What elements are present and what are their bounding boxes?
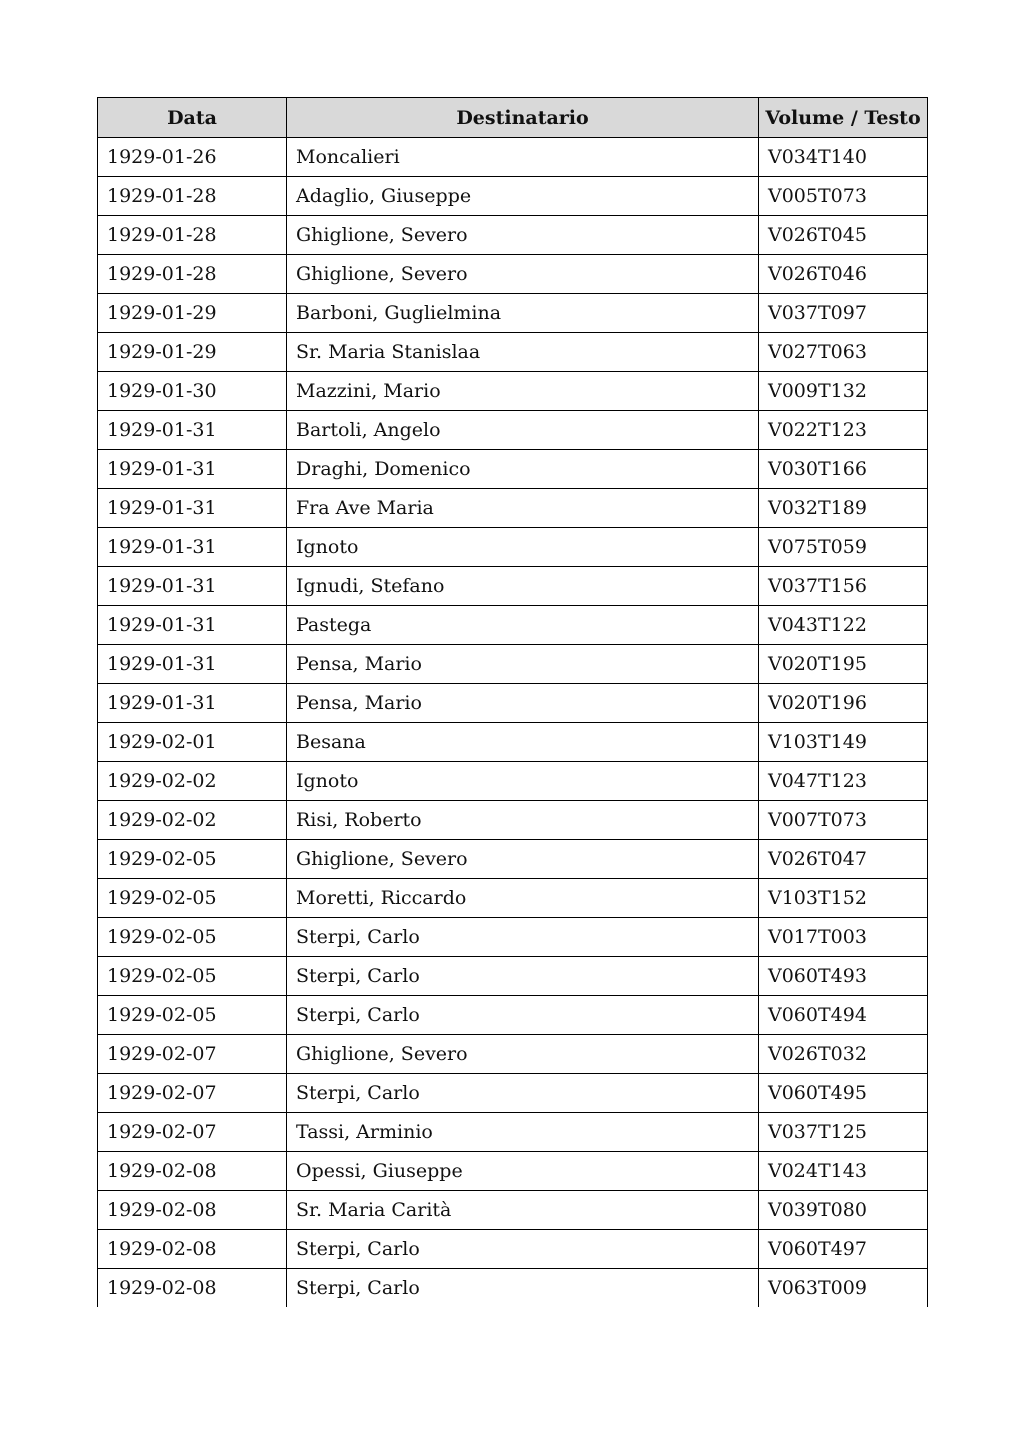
table-row — [98, 645, 928, 684]
header-row — [98, 98, 928, 138]
cell-date: 1929-01-28 — [98, 216, 287, 255]
table-row — [98, 1113, 928, 1152]
cell-recipient: Barboni, Guglielmina — [287, 294, 759, 333]
cell-volume-text: V026T045 — [759, 216, 928, 255]
cell-date: 1929-02-05 — [98, 996, 287, 1035]
cell-volume-text: V103T152 — [759, 879, 928, 918]
cell-volume-text: V063T009 — [759, 1269, 928, 1308]
cell-recipient: Ignudi, Stefano — [287, 567, 759, 606]
cell-recipient: Fra Ave Maria — [287, 489, 759, 528]
header-data: Data — [98, 98, 287, 138]
cell-volume-text: V039T080 — [759, 1191, 928, 1230]
cell-volume-text: V026T046 — [759, 255, 928, 294]
table-row — [98, 528, 928, 567]
table-row — [98, 957, 928, 996]
cell-recipient: Besana — [287, 723, 759, 762]
table-row — [98, 723, 928, 762]
cell-date: 1929-01-29 — [98, 333, 287, 372]
cell-date: 1929-01-30 — [98, 372, 287, 411]
cell-volume-text: V022T123 — [759, 411, 928, 450]
table-row — [98, 1191, 928, 1230]
cell-volume-text: V030T166 — [759, 450, 928, 489]
table-row — [98, 567, 928, 606]
cell-date: 1929-02-02 — [98, 762, 287, 801]
table-row — [98, 489, 928, 528]
cell-recipient: Risi, Roberto — [287, 801, 759, 840]
cell-volume-text: V075T059 — [759, 528, 928, 567]
table-row — [98, 411, 928, 450]
cell-date: 1929-02-08 — [98, 1269, 287, 1308]
cell-recipient: Ignoto — [287, 762, 759, 801]
cell-recipient: Sterpi, Carlo — [287, 1269, 759, 1308]
cell-recipient: Draghi, Domenico — [287, 450, 759, 489]
table-row — [98, 879, 928, 918]
cell-date: 1929-01-31 — [98, 645, 287, 684]
table-body — [98, 138, 928, 1308]
cell-volume-text: V034T140 — [759, 138, 928, 177]
table-row — [98, 918, 928, 957]
table-row — [98, 372, 928, 411]
cell-volume-text: V007T073 — [759, 801, 928, 840]
table-row — [98, 177, 928, 216]
cell-volume-text: V017T003 — [759, 918, 928, 957]
cell-volume-text: V060T497 — [759, 1230, 928, 1269]
cell-volume-text: V037T097 — [759, 294, 928, 333]
cell-volume-text: V026T047 — [759, 840, 928, 879]
cell-volume-text: V037T156 — [759, 567, 928, 606]
cell-date: 1929-02-01 — [98, 723, 287, 762]
cell-recipient: Sr. Maria Carità — [287, 1191, 759, 1230]
cell-date: 1929-01-28 — [98, 177, 287, 216]
cell-date: 1929-02-08 — [98, 1152, 287, 1191]
cell-volume-text: V043T122 — [759, 606, 928, 645]
cell-volume-text: V060T493 — [759, 957, 928, 996]
table-row — [98, 450, 928, 489]
cell-recipient: Ghiglione, Severo — [287, 255, 759, 294]
cell-recipient: Ghiglione, Severo — [287, 1035, 759, 1074]
cell-volume-text: V026T032 — [759, 1035, 928, 1074]
cell-date: 1929-01-26 — [98, 138, 287, 177]
cell-recipient: Sterpi, Carlo — [287, 1230, 759, 1269]
cell-date: 1929-02-08 — [98, 1191, 287, 1230]
cell-volume-text: V047T123 — [759, 762, 928, 801]
table-row — [98, 1269, 928, 1308]
table-row — [98, 255, 928, 294]
cell-volume-text: V020T196 — [759, 684, 928, 723]
cell-volume-text: V005T073 — [759, 177, 928, 216]
cell-date: 1929-01-31 — [98, 606, 287, 645]
table-row — [98, 1230, 928, 1269]
cell-recipient: Sterpi, Carlo — [287, 1074, 759, 1113]
cell-volume-text: V032T189 — [759, 489, 928, 528]
cell-date: 1929-01-29 — [98, 294, 287, 333]
table-row — [98, 840, 928, 879]
cell-date: 1929-01-31 — [98, 489, 287, 528]
cell-date: 1929-02-05 — [98, 840, 287, 879]
cell-recipient: Opessi, Giuseppe — [287, 1152, 759, 1191]
table-header — [98, 98, 928, 138]
cell-recipient: Pastega — [287, 606, 759, 645]
table-row — [98, 1035, 928, 1074]
table-row — [98, 996, 928, 1035]
cell-volume-text: V060T494 — [759, 996, 928, 1035]
cell-recipient: Sr. Maria Stanislaa — [287, 333, 759, 372]
cell-volume-text: V060T495 — [759, 1074, 928, 1113]
table-row — [98, 1152, 928, 1191]
cell-volume-text: V024T143 — [759, 1152, 928, 1191]
cell-recipient: Sterpi, Carlo — [287, 996, 759, 1035]
cell-recipient: Moncalieri — [287, 138, 759, 177]
table-row — [98, 294, 928, 333]
cell-recipient: Sterpi, Carlo — [287, 918, 759, 957]
cell-recipient: Sterpi, Carlo — [287, 957, 759, 996]
cell-date: 1929-01-31 — [98, 450, 287, 489]
cell-recipient: Adaglio, Giuseppe — [287, 177, 759, 216]
cell-recipient: Bartoli, Angelo — [287, 411, 759, 450]
header-destinatario: Destinatario — [287, 98, 759, 138]
cell-recipient: Pensa, Mario — [287, 645, 759, 684]
cell-date: 1929-02-05 — [98, 879, 287, 918]
table-row — [98, 1074, 928, 1113]
table-row — [98, 216, 928, 255]
cell-date: 1929-02-07 — [98, 1035, 287, 1074]
cell-date: 1929-01-31 — [98, 411, 287, 450]
cell-volume-text: V027T063 — [759, 333, 928, 372]
cell-date: 1929-02-08 — [98, 1230, 287, 1269]
cell-recipient: Pensa, Mario — [287, 684, 759, 723]
cell-recipient: Tassi, Arminio — [287, 1113, 759, 1152]
cell-volume-text: V103T149 — [759, 723, 928, 762]
cell-recipient: Ghiglione, Severo — [287, 840, 759, 879]
document-page — [97, 97, 927, 1307]
cell-date: 1929-02-05 — [98, 918, 287, 957]
table-row — [98, 333, 928, 372]
cell-date: 1929-02-07 — [98, 1113, 287, 1152]
cell-date: 1929-02-07 — [98, 1074, 287, 1113]
cell-date: 1929-02-05 — [98, 957, 287, 996]
cell-date: 1929-01-28 — [98, 255, 287, 294]
table-row — [98, 138, 928, 177]
cell-date: 1929-02-02 — [98, 801, 287, 840]
cell-volume-text: V037T125 — [759, 1113, 928, 1152]
letters-table — [97, 97, 928, 1307]
cell-recipient: Moretti, Riccardo — [287, 879, 759, 918]
table-row — [98, 762, 928, 801]
cell-recipient: Ghiglione, Severo — [287, 216, 759, 255]
cell-volume-text: V009T132 — [759, 372, 928, 411]
table-row — [98, 684, 928, 723]
cell-recipient: Ignoto — [287, 528, 759, 567]
cell-date: 1929-01-31 — [98, 684, 287, 723]
cell-volume-text: V020T195 — [759, 645, 928, 684]
header-volume-testo: Volume / Testo — [759, 98, 928, 138]
table-row — [98, 606, 928, 645]
cell-date: 1929-01-31 — [98, 567, 287, 606]
table-row — [98, 801, 928, 840]
cell-recipient: Mazzini, Mario — [287, 372, 759, 411]
cell-date: 1929-01-31 — [98, 528, 287, 567]
